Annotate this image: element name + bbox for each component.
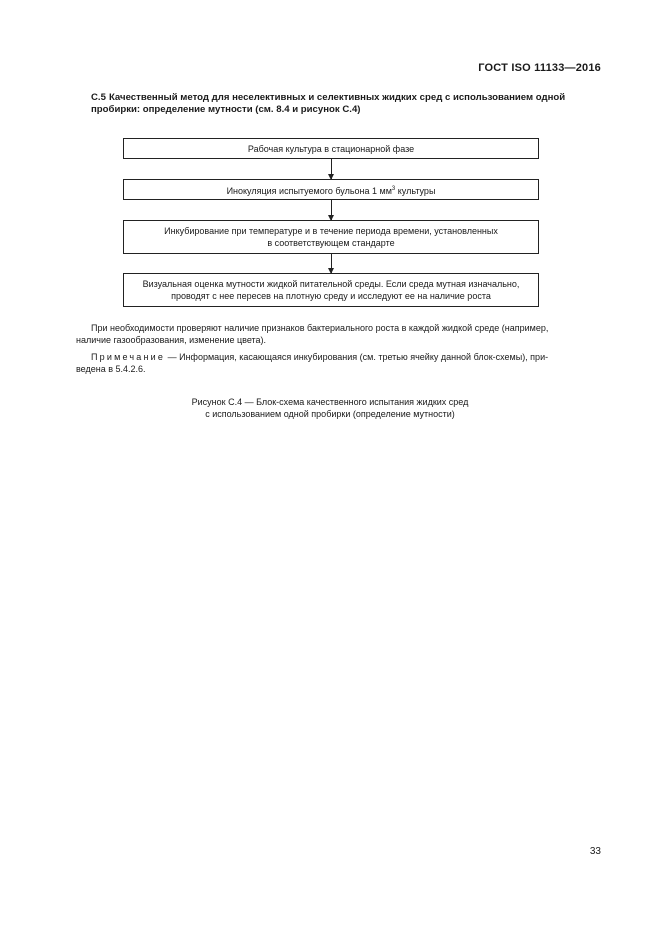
flowchart-box-4-text: Визуальная оценка мутности жидкой питательной среды. Если среда мутная изначально, проводят с нее пересев на плотную среду и исследуют ее на наличие роста [142, 279, 520, 301]
figure-caption: Рисунок С.4 — Блок-схема качественного испытания жидких сред с использованием одной пробирки (определение мутности) [191, 397, 469, 419]
section-title-line1: Качественный метод для неселективных и селективных жидких сред с использованием одной [108, 92, 566, 103]
flowchart-box-2 [123, 179, 539, 200]
growth-paragraph: При необходимости проверяют наличие признаков бактериального роста в каждой жидкой среде (например, наличие газообразования, изменение цвета). [76, 323, 549, 345]
note-label: Примечание [91, 352, 166, 362]
section-heading [91, 92, 571, 116]
flowchart-arrow-1 [331, 159, 332, 179]
section-title-line2: пробирки: определение мутности (см. 8.4 и рисунок С.4) [91, 104, 361, 115]
note-paragraph: Примечание — Информация, касающаяся инкубирования (см. третью ячейку данной блок-схемы), при- ведена в 5.4.2.6. [76, 352, 549, 374]
flowchart-box-3 [123, 220, 539, 254]
document-code: ГОСТ ISO 11133—2016 [478, 62, 601, 74]
flowchart-arrow-3 [331, 254, 332, 273]
flowchart-box-4 [123, 273, 539, 307]
flowchart-box-1 [123, 138, 539, 159]
flowchart-arrow-2 [331, 200, 332, 220]
section-number: С.5 [91, 92, 106, 103]
flowchart-box-1-text: Рабочая культура в стационарной фазе [247, 143, 415, 154]
flowchart-box-2-text: Инокуляция испытуемого бульона 1 $мм^3$ культуры [226, 185, 436, 196]
page-number: 33 [589, 846, 601, 857]
flowchart-box-3-text: Инкубирование при температуре и в течение периода времени, установленных в соответствующем стандарте [164, 226, 498, 248]
